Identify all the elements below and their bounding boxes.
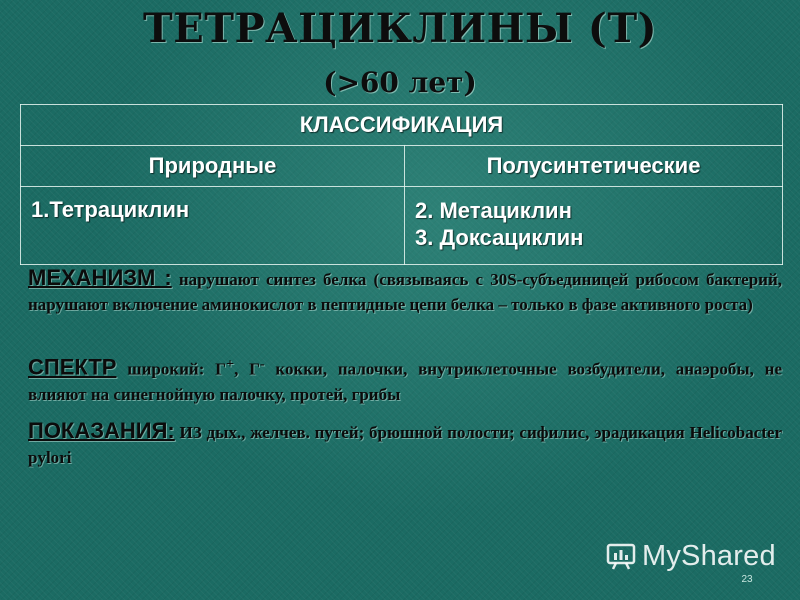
classification-header: КЛАССИФИКАЦИЯ	[21, 105, 783, 146]
drug-doxycycline: 3. Доксациклин	[415, 225, 584, 250]
indications-section	[28, 418, 782, 470]
spectrum-heading: СПЕКТР	[28, 354, 117, 380]
spectrum-section	[28, 352, 782, 407]
semisynthetic-drugs-cell	[405, 187, 783, 265]
slide-subtitle: (>60 лет)	[323, 66, 477, 99]
classification-table	[20, 104, 783, 265]
mechanism-heading: МЕХАНИЗМ :	[28, 265, 172, 290]
slide-title: ТЕТРАЦИКЛИНЫ (Т)	[142, 5, 658, 52]
mechanism-text: нарушают синтез белка (связываясь с 30S-субъединицей рибосом бактерий, нарушают включение аминокислот в пептидные цепи белка – только в фазе активного роста)	[28, 270, 782, 314]
indications-text: ИЗ дых., желчев. путей; брюшной полости; сифилис, эрадикация Helicobacter pylori	[28, 423, 782, 467]
column-natural: Природные	[21, 146, 405, 187]
drug-tetracycline: 1.Тетрациклин	[31, 197, 190, 222]
mechanism-section	[28, 265, 782, 317]
indications-heading: ПОКАЗАНИЯ:	[28, 418, 175, 443]
gram-negative-sup: -	[259, 356, 265, 372]
spectrum-text-b: , Г	[234, 359, 260, 379]
column-semisynthetic: Полусинтетические	[405, 146, 783, 187]
myshared-watermark	[606, 536, 776, 576]
gram-positive-sup: +	[225, 356, 235, 372]
spectrum-text-c: кокки, палочки, внутриклеточные возбудители, анаэробы, не влияют на синегнойную палочку, протей, грибы	[28, 359, 782, 404]
myshared-logo-icon	[606, 541, 636, 571]
spectrum-text-a: широкий: Г	[116, 359, 226, 379]
page-number: 23	[741, 574, 753, 585]
myshared-brand: MyShared	[642, 539, 776, 572]
natural-drugs-cell	[21, 187, 405, 265]
drug-metacycline: 2. Метациклин	[415, 198, 572, 223]
